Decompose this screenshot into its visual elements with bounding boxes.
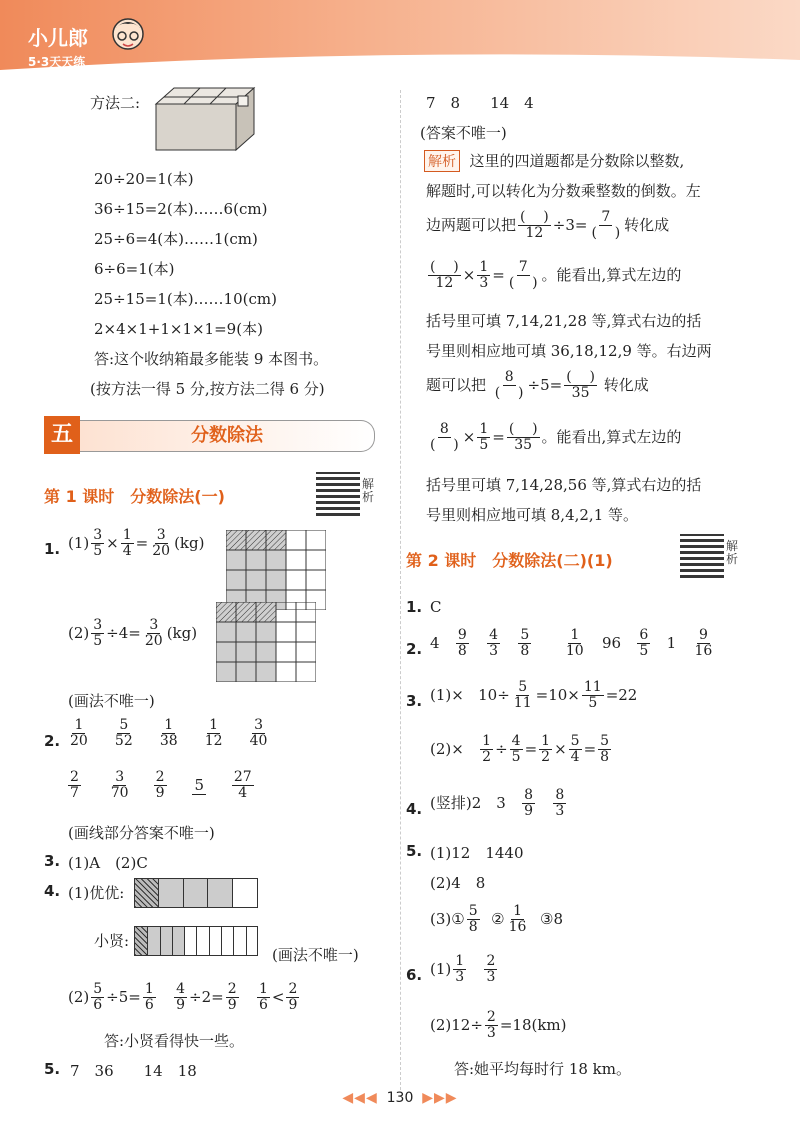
calc-line-3: 25÷6=4(本)……1(cm) — [94, 230, 258, 248]
a1-answer: C — [430, 598, 442, 616]
a4-number: 4. — [406, 800, 423, 818]
qr-label: 解析 — [362, 477, 375, 504]
series-name: 5·3天天练 — [28, 55, 86, 69]
column-divider — [400, 90, 401, 1090]
q2-note: (画线部分答案不唯一) — [68, 824, 215, 842]
q3-number: 3. — [44, 852, 61, 870]
section-number: 五 — [44, 416, 80, 454]
q2-number: 2. — [44, 732, 61, 750]
storage-box-diagram — [154, 84, 258, 154]
calc-line-1: 20÷20=1(本) — [94, 170, 194, 188]
analysis-line-4: $\frac{( )}{12}$ × $\frac{1}{3}$ = $\frac{7}{( )}$ 。能看出,算式左边的 — [430, 259, 682, 292]
calc-line-6: 2×4×1+1×1×1=9(本) — [94, 320, 263, 338]
a6-2-answer: (2)12÷ $\frac{2}{3}$ =18(km) — [430, 1009, 567, 1042]
analysis-line-8: $\frac{8}{( )}$ × $\frac{1}{5}$ = $\frac{( )}{35}$ 。能看出,算式左边的 — [430, 421, 682, 454]
q1-1-expression: (1) $\frac{3}{5}$ × $\frac{1}{4}$ = $\frac{3}{20}$ (kg) — [68, 527, 205, 560]
analysis-line-10: 号里则相应地可填 8,4,2,1 等。 — [426, 506, 639, 524]
mascot-icon — [108, 14, 148, 58]
right-top-nums: 7 8 14 4 — [426, 94, 534, 112]
page-number: 130 — [386, 1090, 414, 1106]
analysis-label: 解析 — [424, 150, 460, 172]
a3-2-answer: (2)× $\frac{1}{2}$ ÷ $\frac{4}{5}$ = $\frac{1}{2}$ × $\frac{5}{4}$ = $\frac{5}{8}$ — [430, 733, 610, 766]
a6-answer: 答:她平均每时行 18 km。 — [454, 1060, 631, 1078]
score-note: (按方法一得 5 分,按方法二得 6 分) — [90, 380, 325, 398]
q4-youyou-label: (1)优优: — [68, 884, 125, 902]
q1-2-grid — [216, 602, 316, 682]
analysis-line-2: 解题时,可以转化为分数乘整数的倒数。左 — [426, 182, 701, 200]
q1-number: 1. — [44, 540, 61, 558]
a6-1-answer: (1) $\frac{1}{3}$ $\frac{2}{3}$ — [430, 953, 496, 986]
analysis-line-6: 号里则相应地可填 36,18,12,9 等。右边两 — [426, 342, 712, 360]
q2-row-1: $\frac{1}{20}$ $\frac{5}{52}$ $\frac{1}{38}$ $\frac{1}{12}$ $\frac{3}{40}$ — [70, 717, 268, 750]
q1-1-grid — [226, 530, 326, 610]
q3-answer: (1)A (2)C — [68, 854, 148, 872]
lesson2-title: 第 2 课时 分数除法(二)(1) — [406, 551, 613, 570]
a2-answers: 4 $\frac{9}{8}$ $\frac{4}{3}$ $\frac{5}{8}$ $\frac{1}{10}$ 96 $\frac{6}{5}$ 1 $\frac{9}{16}$ — [430, 627, 713, 660]
prev-arrows-icon: ◀◀◀ — [342, 1090, 378, 1106]
a2-number: 2. — [406, 640, 423, 658]
section-title: 分数除法 — [80, 420, 375, 452]
brand-logo — [28, 22, 88, 70]
q1-note: (画法不唯一) — [68, 692, 155, 710]
a6-number: 6. — [406, 966, 423, 984]
answer-line: 答:这个收纳箱最多能装 9 本图书。 — [94, 350, 329, 368]
q2-row-2: $\frac{2}{7}$ $\frac{3}{70}$ $\frac{2}{9}$ 5 $\frac{27}{4}$ — [70, 769, 252, 802]
q5-answer: 7 36 14 18 — [70, 1062, 197, 1080]
lesson1-title: 第 1 课时 分数除法(一) — [44, 487, 225, 506]
q4-youyou-bar — [134, 878, 258, 908]
page-footer — [0, 1090, 800, 1106]
section-banner — [44, 416, 376, 454]
qr-label-2: 解析 — [726, 539, 739, 566]
next-arrows-icon: ▶▶▶ — [422, 1090, 458, 1106]
method2-label: 方法二: — [90, 94, 141, 112]
analysis-line-3: 边两题可以把 $\frac{( )}{12}$ ÷3= $\frac{7}{( )}$ 转化成 — [426, 209, 670, 242]
q4-number: 4. — [44, 882, 61, 900]
analysis-line-7: 题可以把 $\frac{8}{( )}$ ÷5= $\frac{( )}{35}$ 转化成 — [426, 369, 649, 402]
analysis-line-9: 括号里可填 7,14,28,56 等,算式右边的括 — [426, 476, 702, 494]
q4-xiaoxian-label: 小贤: — [94, 932, 130, 950]
a5-2-answer: (2)4 8 — [430, 874, 486, 892]
calc-line-4: 6÷6=1(本) — [94, 260, 175, 278]
q5-number: 5. — [44, 1060, 61, 1078]
calc-line-5: 25÷15=1(本)……10(cm) — [94, 290, 277, 308]
calc-line-2: 36÷15=2(本)……6(cm) — [94, 200, 268, 218]
q4-note: (画法不唯一) — [272, 946, 359, 964]
q4-answer: 答:小贤看得快一些。 — [104, 1032, 245, 1050]
a5-3-answer: (3)① $\frac{5}{8}$ ② $\frac{1}{16}$ ③8 — [430, 903, 563, 936]
a1-number: 1. — [406, 598, 423, 616]
right-top-note: (答案不唯一) — [420, 124, 507, 142]
qr-code-icon[interactable] — [316, 472, 360, 516]
a5-number: 5. — [406, 842, 423, 860]
q1-2-expression: (2) $\frac{3}{5}$ ÷4= $\frac{3}{20}$ (kg) — [68, 617, 198, 650]
a3-1-answer: (1)× 10÷ $\frac{5}{11}$ =10× $\frac{11}{5}$ =22 — [430, 679, 638, 712]
a3-number: 3. — [406, 692, 423, 710]
a4-answer: (竖排)2 3 $\frac{8}{9}$ $\frac{8}{3}$ — [430, 787, 565, 820]
brand-name: 小儿郎 — [28, 26, 88, 50]
analysis-line-5: 括号里可填 7,14,21,28 等,算式右边的括 — [426, 312, 702, 330]
q4-2-expression: (2) $\frac{5}{6}$ ÷5= $\frac{1}{6}$ $\frac{4}{9}$ ÷2= $\frac{2}{9}$ $\frac{1}{6}$ < $\frac{2}{9}$ — [68, 981, 298, 1014]
q4-xiaoxian-bar — [134, 926, 258, 956]
qr-code-icon-2[interactable] — [680, 534, 724, 578]
analysis-para-line-1: 解析 这里的四道题都是分数除以整数, — [424, 150, 684, 172]
a5-1-answer: (1)12 1440 — [430, 844, 524, 862]
